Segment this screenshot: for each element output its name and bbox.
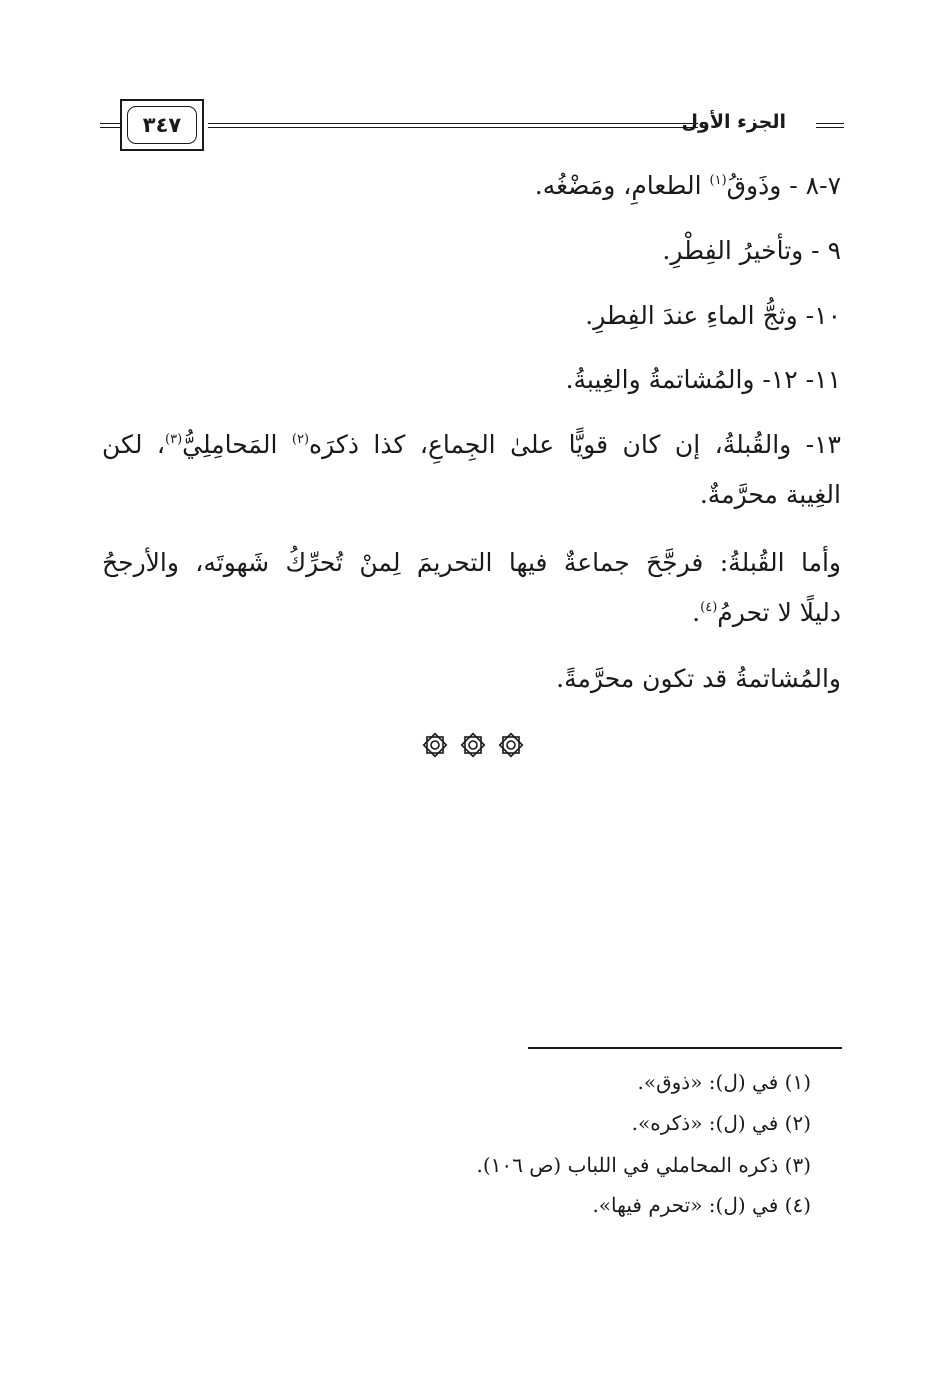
footnote-ref-2[interactable]: (٢) — [291, 432, 310, 447]
paragraph-qubla-line-2 — [692, 595, 841, 631]
footnote-ref-4[interactable]: (٤) — [700, 600, 718, 615]
eight-point-star-icon — [421, 731, 449, 759]
item-10: ١٠- وثجُّ الماءِ عندَ الفِطرِ. — [585, 301, 841, 330]
eight-point-star-icon — [459, 731, 487, 759]
section-end-ornament — [421, 731, 525, 761]
item-7-8 — [535, 168, 841, 204]
header-rule-right — [816, 123, 844, 128]
item-13-continuation: الغِيبة محرَّمةٌ. — [699, 480, 841, 509]
item-13 — [102, 427, 841, 463]
footnote-4: (٤) في (ل): «تحرم فيها». — [592, 1193, 811, 1217]
paragraph-qubla-text: دليلًا لا تحرمُ — [717, 598, 841, 627]
footnote-ref-1[interactable]: (١) — [709, 173, 727, 188]
footnote-separator — [528, 1047, 842, 1049]
footnote-1: (١) في (ل): «ذوق». — [637, 1070, 811, 1094]
header-rule-middle — [208, 123, 698, 128]
item-7-8-rest: الطعامِ، ومَضْغُه. — [534, 171, 710, 200]
part-title: الجزء الأول — [681, 111, 786, 133]
page-number: ٣٤٧ — [142, 113, 182, 137]
item-7-8-text: ٧-٨ - وذَوقُ — [726, 171, 841, 200]
item-13-text-c: ، لكن — [102, 430, 165, 459]
paragraph-qubla-end: . — [692, 598, 701, 627]
item-13-text-b: المَحامِلِيُّ — [182, 430, 292, 459]
paragraph-mushatama: والمُشاتمةُ قد تكون محرَّمةً. — [556, 664, 841, 693]
footnote-2: (٢) في (ل): «ذكره». — [631, 1111, 811, 1135]
item-11-12: ١١- ١٢- والمُشاتمةُ والغِيبةُ. — [565, 365, 841, 394]
item-9: ٩ - وتأخيرُ الفِطْرِ. — [662, 236, 841, 265]
eight-point-star-icon — [497, 731, 525, 759]
item-13-text-a: ١٣- والقُبلةُ، إن كان قويًّا علىٰ الجِماعِ، كذا ذكرَه — [309, 430, 841, 459]
page-number-inner-frame — [127, 106, 197, 144]
paragraph-qubla-line-1: وأما القُبلةُ: فرجَّحَ جماعةٌ فيها التحريمَ لِمنْ تُحرِّكُ شَهوتَه، والأرجحُ — [102, 548, 841, 577]
footnote-ref-3[interactable]: (٣) — [165, 432, 183, 447]
footnote-3: (٣) ذكره المحاملي في اللباب (ص ١٠٦). — [476, 1153, 811, 1177]
page-number-frame — [120, 99, 204, 151]
header-rule-left — [100, 123, 120, 128]
